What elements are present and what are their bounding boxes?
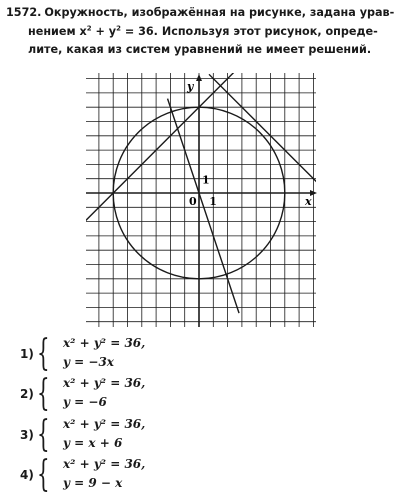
option-index: 3) bbox=[20, 428, 34, 442]
equation-1: x² + y² = 36, bbox=[63, 417, 146, 431]
equation-1: x² + y² = 36, bbox=[63, 457, 146, 471]
problem-line-3-text: лите, какая из систем уравнений не имеет решений. bbox=[28, 43, 372, 56]
x-axis-label: x bbox=[305, 195, 312, 208]
problem-line-2: нением $x^2 + y^2 = 36$. Используя этот рисунок, опреде- bbox=[28, 23, 378, 38]
problem-line-2-part-b: + y bbox=[91, 24, 117, 38]
problem-line-1-text: Окружность, изображённая на рисунке, задана урав- bbox=[44, 6, 395, 19]
unit-x-label: 1 bbox=[209, 195, 217, 208]
equation-2: y = −6 bbox=[63, 395, 107, 409]
option-index: 2) bbox=[20, 387, 34, 401]
graph-line-3 bbox=[209, 74, 321, 186]
equation-2: y = x + 6 bbox=[63, 436, 123, 450]
option-index: 1) bbox=[20, 347, 34, 361]
unit-y-label: 1 bbox=[202, 173, 210, 187]
brace-icon: { bbox=[37, 454, 50, 495]
problem-number: 1572. bbox=[6, 6, 42, 19]
equation-1: x² + y² = 36, bbox=[63, 376, 146, 390]
graph-line-1 bbox=[168, 99, 240, 314]
option-index: 4) bbox=[20, 468, 34, 482]
problem-line-2-part-a: нением x bbox=[28, 24, 87, 38]
equation-1: x² + y² = 36, bbox=[63, 336, 146, 350]
brace-icon: { bbox=[37, 414, 50, 455]
brace-icon: { bbox=[37, 373, 50, 414]
equation-2: y = 9 − x bbox=[63, 476, 123, 490]
y-axis-arrow-icon bbox=[196, 74, 202, 81]
brace-icon: { bbox=[37, 333, 50, 374]
origin-label: 0 bbox=[189, 195, 197, 208]
equation-2: y = −3x bbox=[63, 355, 114, 369]
y-axis-label: y bbox=[187, 80, 194, 93]
problem-line-2-part-c: = 36. Используя этот рисунок, опреде- bbox=[120, 24, 378, 38]
